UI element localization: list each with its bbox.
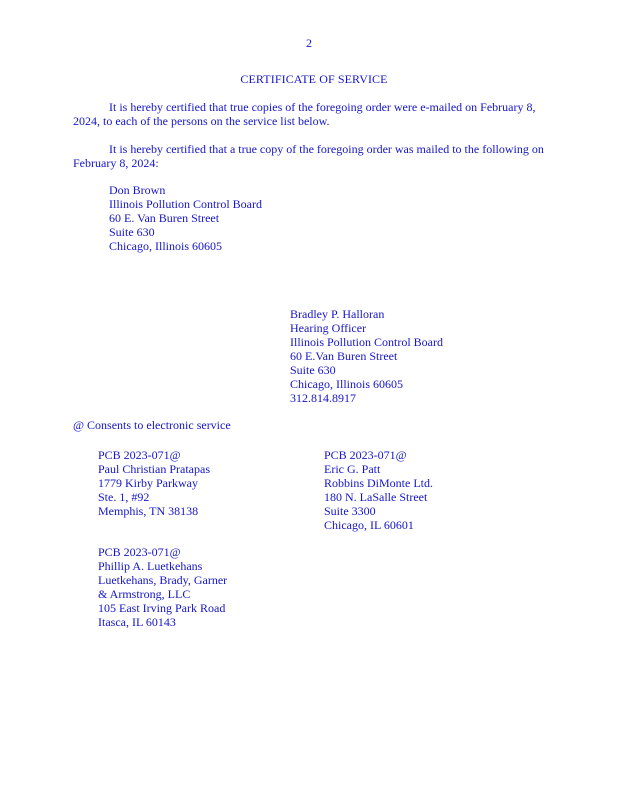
address-line: 105 East Irving Park Road [98, 601, 226, 615]
paragraph-text: It is hereby certified that a true copy of the foregoing order was mailed to the following on February 8, 2024: [73, 142, 544, 170]
address-line: Chicago, Illinois 60605 [109, 239, 222, 253]
address-line: Ste. 1, #92 [98, 490, 150, 504]
phone-number: 312.814.8917 [290, 391, 356, 405]
address-line: Itasca, IL 60143 [98, 615, 176, 629]
address-line: Paul Christian Pratapas [98, 462, 210, 476]
address-line: Eric G. Patt [324, 462, 381, 476]
address-line: Don Brown [109, 183, 166, 197]
address-line: Phillip A. Luetkehans [98, 559, 203, 573]
address-line: Suite 630 [290, 363, 336, 377]
page-number: 2 [306, 36, 312, 50]
service-list-entry [98, 545, 227, 629]
address-line: Memphis, TN 38138 [98, 504, 199, 518]
mailed-recipient-address [109, 183, 262, 253]
consent-note: @ Consents to electronic service [73, 418, 231, 432]
address-line: Bradley P. Halloran [290, 307, 385, 321]
address-line: 60 E. Van Buren Street [109, 211, 220, 225]
paragraph-text: It is hereby certified that true copies of the foregoing order were e-mailed on February 8, 2024, to each of the persons on the service list below. [73, 100, 536, 128]
address-line: Suite 630 [109, 225, 155, 239]
address-line: Chicago, IL 60601 [324, 518, 414, 532]
service-list-entry [324, 448, 433, 532]
certification-paragraph-mail [73, 142, 563, 170]
address-line: Suite 3300 [324, 504, 376, 518]
address-line: 60 E.Van Buren Street [290, 349, 398, 363]
address-line: & Armstrong, LLC [98, 587, 191, 601]
case-number: PCB 2023-071@ [324, 448, 407, 462]
address-line: Luetkehans, Brady, Garner [98, 573, 228, 587]
address-line: 1779 Kirby Parkway [98, 476, 198, 490]
hearing-officer-signature-block [290, 307, 443, 405]
address-line: Chicago, Illinois 60605 [290, 377, 403, 391]
address-line: 180 N. LaSalle Street [324, 490, 428, 504]
address-line: Robbins DiMonte Ltd. [324, 476, 434, 490]
address-line: Hearing Officer [290, 321, 367, 335]
address-line: Illinois Pollution Control Board [290, 335, 444, 349]
address-line: Illinois Pollution Control Board [109, 197, 263, 211]
certificate-title: CERTIFICATE OF SERVICE [240, 72, 388, 86]
service-list-entry [98, 448, 210, 518]
case-number: PCB 2023-071@ [98, 448, 181, 462]
case-number: PCB 2023-071@ [98, 545, 181, 559]
certification-paragraph-email [73, 100, 563, 128]
